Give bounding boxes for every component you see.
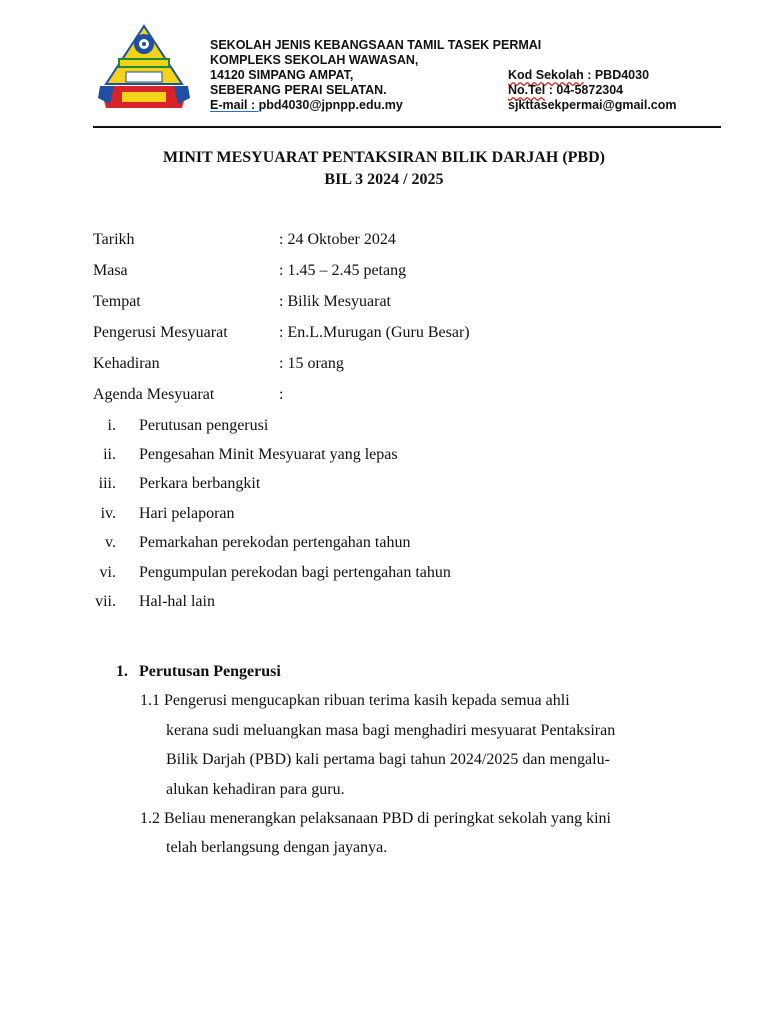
section-paragraph-line: 1.2 Beliau menerangkan pelaksanaan PBD di peringkat sekolah yang kini <box>140 810 611 827</box>
section-paragraph-line: 1.1 Pengerusi mengucapkan ribuan terima kasih kepada semua ahli <box>140 692 570 709</box>
email-label: E-mail <box>210 98 248 112</box>
agenda-number: iii. <box>98 475 116 492</box>
agenda-number: ii. <box>103 446 116 463</box>
agenda-item: Hal-hal lain <box>139 593 215 610</box>
meta-value-kehadiran: : 15 orang <box>279 355 344 372</box>
school-code-separator: : <box>583 68 595 82</box>
email-line <box>210 98 403 113</box>
section-paragraph-line: Bilik Darjah (PBD) kali pertama bagi tahun 2024/2025 dan mengalu- <box>166 751 610 768</box>
school-code-value: PBD4030 <box>594 68 650 82</box>
meta-label-tempat: Tempat <box>93 293 141 310</box>
address-line-1: KOMPLEKS SEKOLAH WAWASAN, <box>210 53 419 67</box>
meta-value-tempat: : Bilik Mesyuarat <box>279 293 391 310</box>
address-line-2: 14120 SIMPANG AMPAT, <box>210 68 354 82</box>
phone-value: 04-5872304 <box>556 83 624 97</box>
meta-label-pengerusi: Pengerusi Mesyuarat <box>93 324 228 341</box>
section-paragraph-line: alukan kehadiran para guru. <box>166 781 345 798</box>
agenda-item: Pemarkahan perekodan pertengahan tahun <box>139 534 411 551</box>
meta-label-tarikh: Tarikh <box>93 231 135 248</box>
meta-value-masa: : 1.45 – 2.45 petang <box>279 262 407 279</box>
agenda-number: vii. <box>95 593 116 610</box>
meta-label-masa: Masa <box>93 262 128 279</box>
header-divider <box>93 126 721 128</box>
section-title: Perutusan Pengerusi <box>139 663 281 680</box>
agenda-item: Pengesahan Minit Mesyuarat yang lepas <box>139 446 398 463</box>
school-code-line <box>508 68 649 83</box>
phone-line <box>508 83 623 98</box>
school-code-label: Kod Sekolah <box>508 68 584 82</box>
meta-label-kehadiran: Kehadiran <box>93 355 160 372</box>
meta-value-tarikh: : 24 Oktober 2024 <box>279 231 396 248</box>
email-value[interactable]: pbd4030@jpnpp.edu.my <box>258 98 403 112</box>
school-logo <box>96 24 192 114</box>
address-line-3: SEBERANG PERAI SELATAN. <box>210 83 387 97</box>
agenda-number: v. <box>105 534 116 551</box>
meta-label-agenda: Agenda Mesyuarat <box>93 386 215 403</box>
phone-label: No.Tel <box>508 83 546 97</box>
meta-value-pengerusi: : En.L.Murugan (Guru Besar) <box>279 324 470 341</box>
school-name: SEKOLAH JENIS KEBANGSAAN TAMIL TASEK PERMAI <box>210 38 542 52</box>
document-subtitle: BIL 3 2024 / 2025 <box>324 171 444 188</box>
agenda-number: vi. <box>99 564 116 581</box>
alt-email[interactable]: sjkttasekpermai@gmail.com <box>508 98 677 112</box>
agenda-item: Perkara berbangkit <box>139 475 261 492</box>
agenda-number: iv. <box>100 505 116 522</box>
email-separator: : <box>247 98 259 112</box>
document-title: MINIT MESYUARAT PENTAKSIRAN BILIK DARJAH (PBD) <box>163 149 605 166</box>
agenda-item: Hari pelaporan <box>139 505 235 522</box>
agenda-number: i. <box>107 417 116 434</box>
section-paragraph-line: kerana sudi meluangkan masa bagi menghadiri mesyuarat Pentaksiran <box>166 722 616 739</box>
agenda-item: Perutusan pengerusi <box>139 417 269 434</box>
agenda-item: Pengumpulan perekodan bagi pertengahan tahun <box>139 564 451 581</box>
phone-separator: : <box>545 83 557 97</box>
meta-value-agenda: : <box>279 386 284 403</box>
section-number: 1. <box>116 663 128 680</box>
section-paragraph-line: telah berlangsung dengan jayanya. <box>166 839 388 856</box>
